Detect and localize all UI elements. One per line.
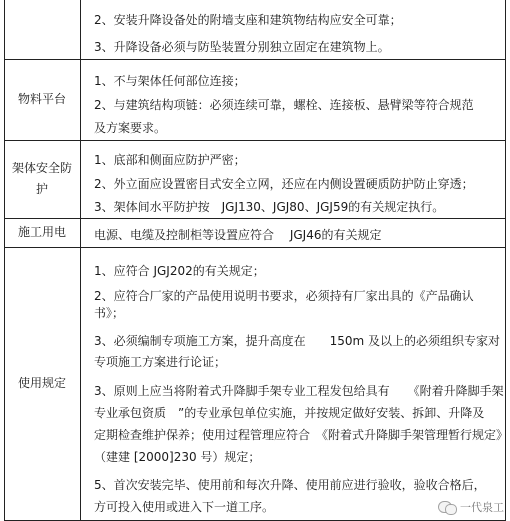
row-line: 定期检查维护保养；使用过程管理应符合 《附着式升降脚手架管理暂行规定》 — [94, 428, 509, 442]
row-line: 专项施工方案进行论证； — [94, 355, 227, 369]
watermark — [438, 499, 504, 515]
watermark-text: 一代泉工 — [460, 501, 504, 514]
row-line: 5、首次安装完毕、使用前和每次升降、使用前应进行验收，验收合格后， — [94, 478, 486, 492]
column-divider — [80, 0, 81, 521]
row-line: 3、架体间水平防护按 JGJ130、JGJ80、JGJ59的有关规定执行。 — [94, 200, 445, 214]
category-label: 施工用电 — [17, 225, 66, 239]
row-line: 1、底部和侧面应防护严密； — [94, 153, 246, 167]
row-category-frame-safety — [4, 140, 80, 218]
category-label: 使用规定 — [17, 376, 66, 390]
row-category-material-platform — [4, 59, 80, 140]
row-category-construction-power — [4, 218, 80, 247]
row-line: 2、与建筑结构项链：必须连续可靠，螺栓、连接板、悬臂梁等符合规范 — [94, 98, 474, 112]
row-line: 2、安装升降设备处的附墙支座和建筑物结构应安全可靠； — [94, 13, 402, 27]
row-line: 1、应符合 JGJ202的有关规定； — [94, 264, 265, 278]
row-line: 3、原则上应当将附着式升降脚手架专业工程发包给具有 《附着升降脚手架 — [94, 384, 504, 398]
row-line: 书》； — [94, 306, 125, 320]
row-line: （建建 [2000]230 号）规定； — [94, 450, 261, 464]
row-line: 2、应符合厂家的产品使用说明书要求，必须持有厂家出具的《产品确认 — [94, 289, 474, 303]
wechat-icon — [438, 499, 456, 515]
row-line: 3、升降设备必须与防坠装置分别独立固定在建筑物上。 — [94, 40, 390, 54]
row-line: 专业承包资质 ”的专业承包单位实施，并按规定做好安装、拆卸、升降及 — [94, 406, 485, 420]
row-line: 方可投入使用或进入下一道工序。 — [94, 500, 275, 514]
row-category-usage-rules — [4, 247, 80, 520]
category-label: 物料平台 — [17, 92, 66, 106]
row-line: 3、必须编制专项施工方案，提升高度在 150m 及以上的必须组织专家对 — [94, 334, 501, 348]
row-line: 1、不与架体任何部位连接； — [94, 74, 246, 88]
row-line: 及方案要求。 — [94, 121, 167, 135]
row-category — [4, 0, 80, 59]
row-line: 2、外立面应设置密目式安全立网，还应在内侧设置硬质防护防止穿透； — [94, 177, 474, 191]
category-label: 架体安全防护 — [11, 161, 72, 196]
row-line: 电源、电缆及控制柜等设置应符合 JGJ46的有关规定 — [94, 228, 382, 242]
